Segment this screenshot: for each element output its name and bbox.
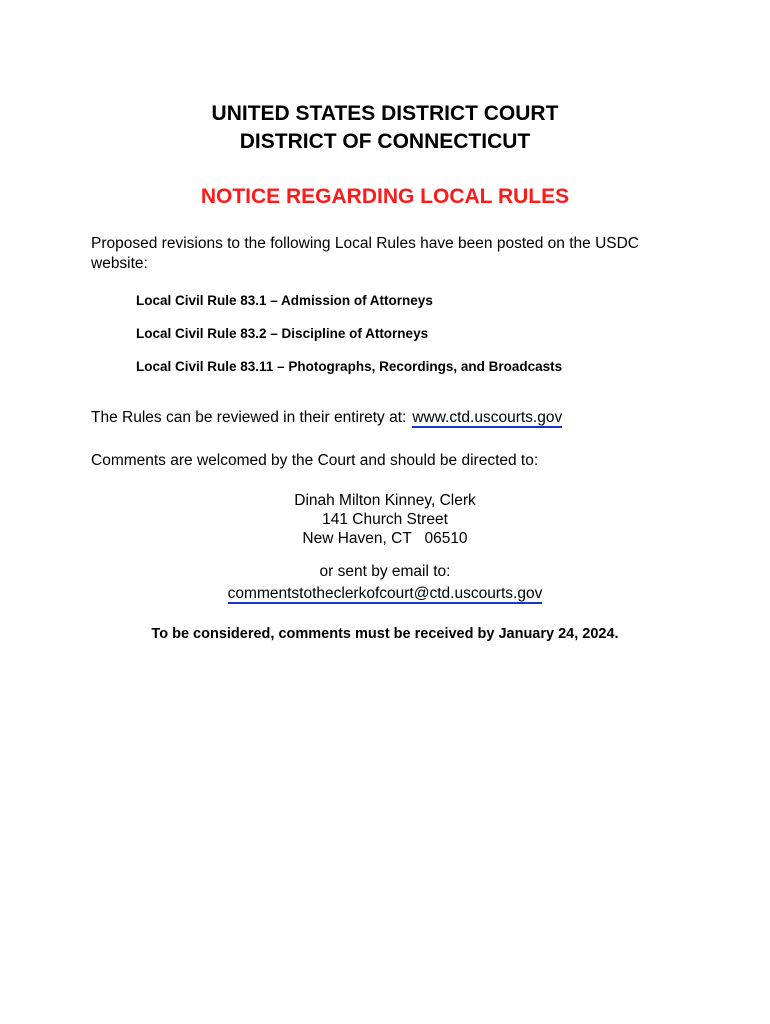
clerk-street: 141 Church Street: [322, 511, 448, 528]
email-label: or sent by email to:: [319, 563, 451, 580]
notice-title: [0, 183, 770, 211]
rule-item-83-11: Local Civil Rule 83.11 – Photographs, Recordings, and Broadcasts: [136, 359, 563, 374]
review-paragraph: [91, 408, 562, 428]
email-section: [0, 562, 770, 604]
comments-paragraph: Comments are welcomed by the Court and should be directed to:: [91, 452, 539, 469]
clerk-address: [0, 491, 770, 548]
email-link[interactable]: commentstotheclerkofcourt@ctd.uscourts.gov: [227, 585, 543, 602]
court-name: UNITED STATES DISTRICT COURT: [211, 102, 559, 125]
district-name: DISTRICT OF CONNECTICUT: [239, 130, 531, 153]
rule-item-83-1: Local Civil Rule 83.1 – Admission of Attorneys: [136, 293, 433, 308]
rules-list: [136, 292, 562, 391]
intro-paragraph: Proposed revisions to the following Local Rules have been posted on the USDC website:: [91, 235, 639, 272]
clerk-city: New Haven, CT 06510: [302, 530, 468, 547]
clerk-name: Dinah Milton Kinney, Clerk: [294, 492, 476, 509]
website-link[interactable]: www.ctd.uscourts.gov: [412, 409, 563, 426]
rule-item-83-2: Local Civil Rule 83.2 – Discipline of Attorneys: [136, 326, 429, 341]
court-heading: [0, 100, 770, 156]
review-text: The Rules can be reviewed in their entirety at:: [91, 409, 407, 426]
deadline-notice: To be considered, comments must be received by January 24, 2024.: [151, 626, 619, 642]
notice-title-text: NOTICE REGARDING LOCAL RULES: [200, 185, 570, 208]
